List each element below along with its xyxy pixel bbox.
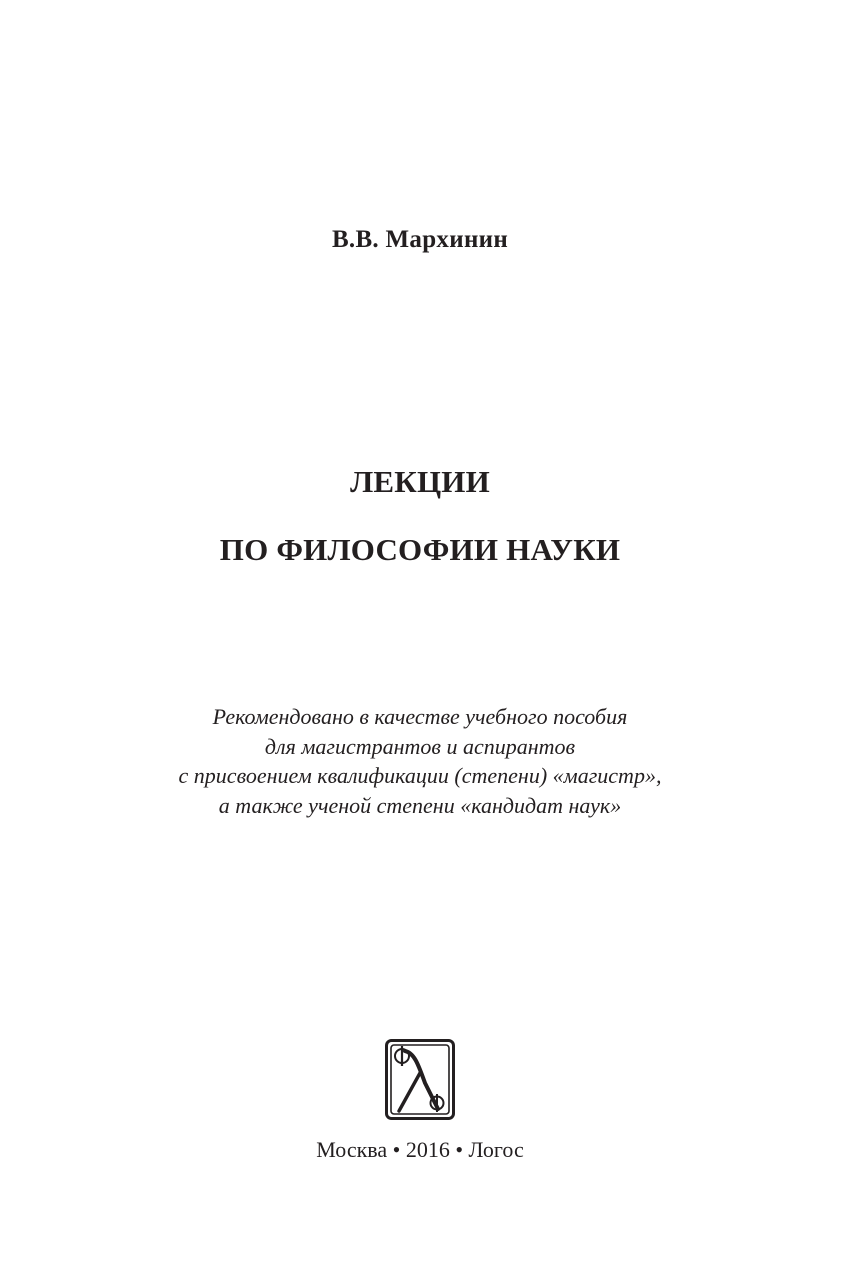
book-title-line-1: ЛЕКЦИИ [350, 464, 490, 499]
imprint-line: Москва • 2016 • Логос [316, 1137, 524, 1162]
lambda-phi-logo-icon [385, 1039, 455, 1120]
book-title-line-2: ПО ФИЛОСОФИИ НАУКИ [219, 532, 621, 567]
recommendation-line: для магистрантов и аспирантов [264, 733, 576, 759]
recommendation-text [0, 702, 840, 820]
recommendation-line: Рекомендовано в качестве учебного пособия [212, 704, 628, 729]
recommendation-line: с присвоением квалификации (степени) «магистр», [178, 763, 662, 788]
recommendation-line: а также ученой степени «кандидат наук» [218, 792, 622, 818]
author-name: В.В. Мархинин [331, 226, 509, 253]
